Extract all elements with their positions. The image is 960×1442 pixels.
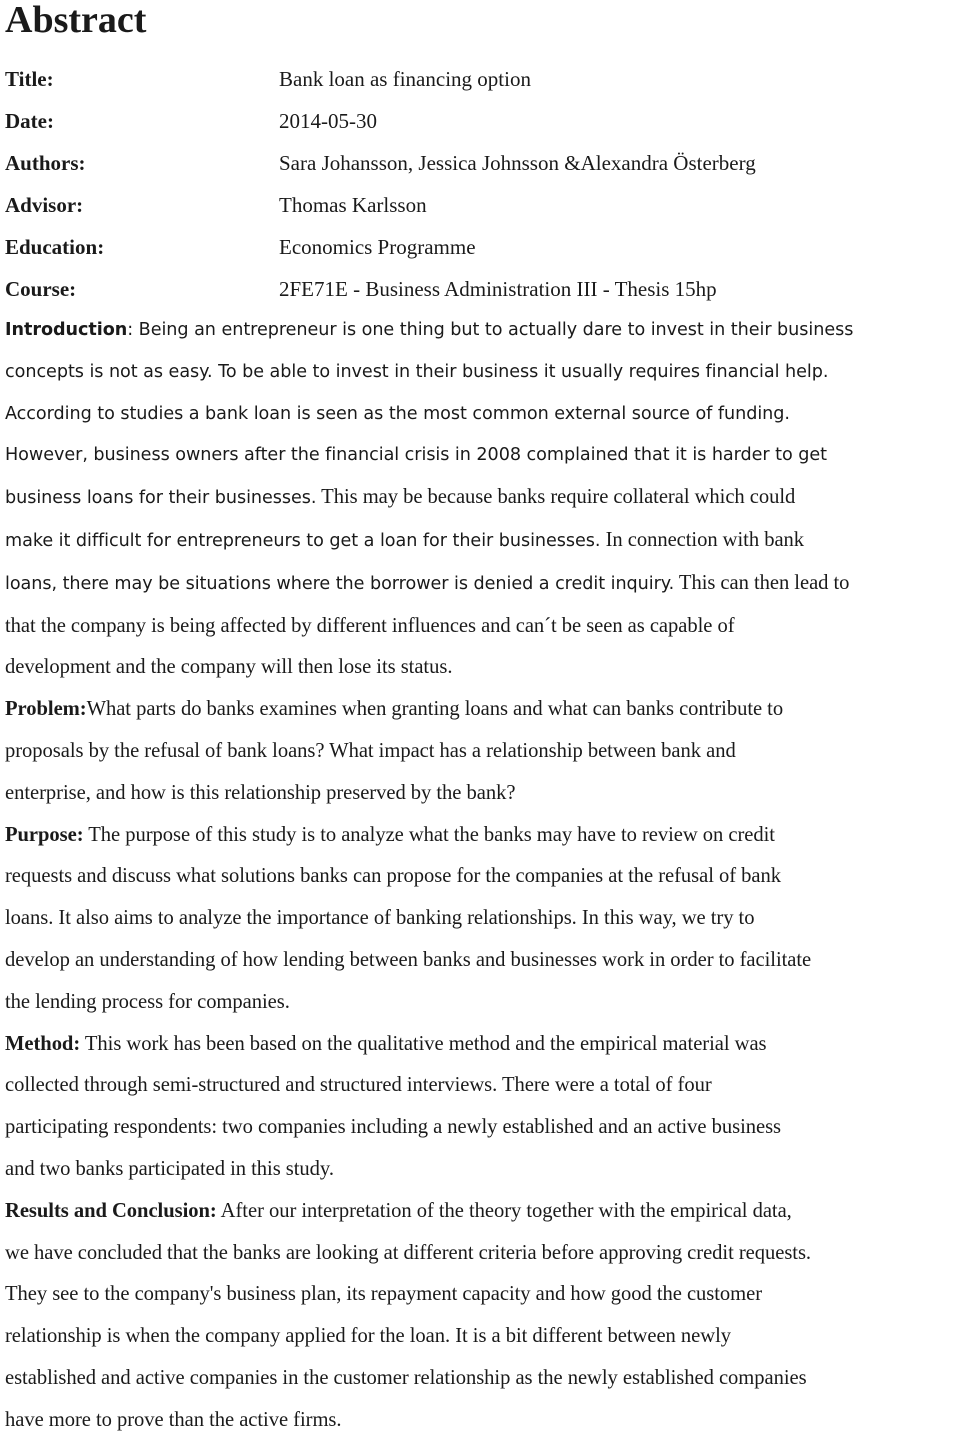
metadata-table [5, 58, 960, 310]
paragraph-line: concepts is not as easy. To be able to invest in their business it usually requires financial help. [5, 361, 829, 382]
meta-label: Title: [5, 66, 54, 91]
paragraph-line: that the company is being affected by different influences and can´t be seen as capable of [5, 614, 735, 637]
paragraph-line: established and active companies in the customer relationship as the newly established companies [5, 1366, 807, 1389]
paragraph-line: development and the company will then lose its status. [5, 656, 453, 679]
problem-section [5, 689, 960, 814]
paragraph-line: develop an understanding of how lending between banks and businesses work in order to facilitate [5, 948, 812, 971]
meta-value: Thomas Karlsson [279, 192, 427, 217]
meta-row-advisor [5, 184, 960, 226]
paragraph-line: Purpose: The purpose of this study is to analyze what the banks may have to review on credit [5, 823, 775, 846]
paragraph-line: participating respondents: two companies including a newly established and an active business [5, 1116, 782, 1139]
meta-row-education [5, 226, 960, 268]
paragraph-line: make it difficult for entrepreneurs to get a loan for their businesses. In connection with bank [5, 528, 805, 551]
paragraph-line: Introduction: Being an entrepreneur is one thing but to actually dare to invest in their business [5, 320, 854, 340]
meta-row-title [5, 58, 960, 100]
paragraph-line: According to studies a bank loan is seen as the most common external source of funding. [5, 403, 790, 424]
paragraph-line: They see to the company's business plan, its repayment capacity and how good the customer [5, 1283, 763, 1306]
paragraph-line: enterprise, and how is this relationship preserved by the bank? [5, 781, 516, 804]
meta-label: Education: [5, 234, 105, 259]
paragraph-line: the lending process for companies. [5, 990, 290, 1013]
section-lead: Purpose: [5, 823, 84, 846]
paragraph-line: Results and Conclusion: After our interpretation of the theory together with the empirical data, [5, 1199, 792, 1222]
meta-row-course [5, 268, 960, 310]
section-lead: Method: [5, 1032, 81, 1055]
results-section [5, 1191, 960, 1442]
meta-row-date [5, 100, 960, 142]
meta-value: Sara Johansson, Jessica Johnsson &Alexandra Österberg [279, 150, 756, 175]
meta-label: Date: [5, 108, 54, 133]
meta-value: 2014-05-30 [279, 108, 377, 133]
page-title: Abstract [5, 0, 147, 41]
section-lead: Problem: [5, 698, 87, 721]
paragraph-line: relationship is when the company applied for the loan. It is a bit different between newly [5, 1325, 731, 1348]
meta-label: Advisor: [5, 192, 84, 217]
method-section [5, 1024, 960, 1191]
meta-row-authors [5, 142, 960, 184]
paragraph-line: loans. It also aims to analyze the importance of banking relationships. In this way, we try to [5, 907, 755, 930]
abstract-page [5, 0, 960, 1442]
meta-value: Economics Programme [279, 234, 476, 259]
paragraph-line: and two banks participated in this study. [5, 1157, 334, 1180]
paragraph-line: have more to prove than the active firms. [5, 1408, 342, 1431]
meta-value: Bank loan as financing option [279, 66, 531, 91]
paragraph-line: collected through semi-structured and structured interviews. There were a total of four [5, 1074, 712, 1097]
paragraph-line: business loans for their businesses. This may be because banks require collateral which could [5, 486, 796, 509]
paragraph-line: However, business owners after the financial crisis in 2008 complained that it is harder to get [5, 445, 827, 466]
introduction-section [5, 310, 960, 689]
section-lead: Results and Conclusion: [5, 1199, 217, 1222]
meta-label: Authors: [5, 150, 86, 175]
paragraph-line: we have concluded that the banks are looking at different criteria before approving credit requests. [5, 1241, 812, 1264]
section-lead: Introduction [5, 320, 128, 340]
paragraph-line: Problem:What parts do banks examines when granting loans and what can banks contribute to [5, 698, 784, 721]
paragraph-line: requests and discuss what solutions banks can propose for the companies at the refusal of bank [5, 865, 781, 888]
paragraph-line: proposals by the refusal of bank loans? What impact has a relationship between bank and [5, 739, 736, 762]
meta-label: Course: [5, 276, 77, 301]
paragraph-line: loans, there may be situations where the borrower is denied a credit inquiry. This can then lead to [5, 571, 850, 594]
paragraph-line: Method: This work has been based on the qualitative method and the empirical material was [5, 1032, 767, 1055]
meta-value: 2FE71E - Business Administration III - Thesis 15hp [279, 276, 717, 301]
purpose-section [5, 815, 960, 1024]
